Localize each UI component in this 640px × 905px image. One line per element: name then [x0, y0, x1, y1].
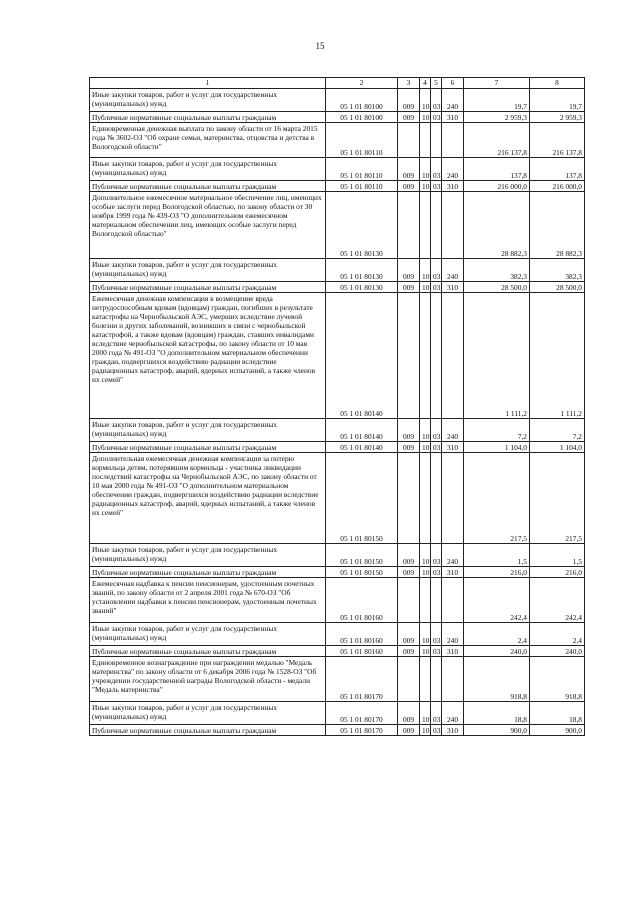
code-cell: 05 1 01 80130	[326, 192, 398, 259]
grbs-cell	[398, 578, 420, 623]
name-cell: Публичные нормативные социальные выплаты гражданам	[90, 725, 326, 736]
section-cell: 10	[420, 181, 431, 192]
table-row	[90, 725, 585, 736]
name-cell: Публичные нормативные социальные выплаты гражданам	[90, 567, 326, 578]
expense-type-cell: 310	[442, 282, 464, 293]
expense-type-cell	[442, 192, 464, 259]
name-cell: Публичные нормативные социальные выплаты гражданам	[90, 282, 326, 293]
table-row	[90, 442, 585, 453]
expense-type-cell	[442, 293, 464, 419]
code-cell: 05 1 01 80110	[326, 158, 398, 181]
amount-cell: 1 104,0	[530, 442, 585, 453]
subsection-cell	[431, 453, 442, 544]
code-cell: 05 1 01 80170	[326, 657, 398, 702]
amount-cell: 1 111,2	[530, 293, 585, 419]
amount-cell: 900,0	[464, 725, 530, 736]
amount-cell: 2,4	[464, 623, 530, 646]
subsection-cell: 03	[431, 646, 442, 657]
section-cell: 10	[420, 442, 431, 453]
table-row	[90, 646, 585, 657]
amount-cell: 216 137,8	[464, 123, 530, 158]
subsection-cell: 03	[431, 89, 442, 112]
amount-cell: 28 500,0	[464, 282, 530, 293]
grbs-cell: 009	[398, 567, 420, 578]
amount-cell: 216 000,0	[530, 181, 585, 192]
section-cell	[420, 578, 431, 623]
amount-cell: 1 111,2	[464, 293, 530, 419]
code-cell: 05 1 01 80150	[326, 544, 398, 567]
expense-type-cell: 310	[442, 567, 464, 578]
grbs-cell: 009	[398, 702, 420, 725]
grbs-cell	[398, 453, 420, 544]
subsection-cell: 03	[431, 112, 442, 123]
expense-type-cell: 310	[442, 646, 464, 657]
amount-cell: 7,2	[464, 419, 530, 442]
header-cell: 5	[431, 78, 442, 89]
grbs-cell	[398, 123, 420, 158]
name-cell: Иные закупки товаров, работ и услуг для государственных (муниципальных) нужд	[90, 544, 326, 567]
name-cell: Ежемесячная денежная компенсация в возмещение вреда нетрудоспособным вдовам (вдовцам) граждан, погибших в результате катастрофы на Чернобыльской АЭС, умерших вследствие лучевой болезни и других заболеваний, возникших в связи с чернобыльской катастрофой, а также вдовам (вдовцам) граждан, ставших инвалидами вследствие чернобыльской катастрофы, по закону области от 10 мая 2000 года № 491-ОЗ "О дополнительном материальном обеспечении граждан, подвергшихся воздействию радиации вследствие радиационных катастроф, аварий, ядерных испытаний, а также членов их семей"	[90, 293, 326, 419]
table-row	[90, 702, 585, 725]
grbs-cell: 009	[398, 282, 420, 293]
section-cell	[420, 453, 431, 544]
table-row	[90, 567, 585, 578]
amount-cell: 28 500,0	[530, 282, 585, 293]
amount-cell: 240,0	[530, 646, 585, 657]
amount-cell: 1 104,0	[464, 442, 530, 453]
section-cell	[420, 657, 431, 702]
subsection-cell: 03	[431, 702, 442, 725]
table-row	[90, 181, 585, 192]
header-cell: 3	[398, 78, 420, 89]
expense-type-cell: 240	[442, 623, 464, 646]
subsection-cell	[431, 123, 442, 158]
grbs-cell: 009	[398, 89, 420, 112]
code-cell: 05 1 01 80160	[326, 646, 398, 657]
expense-type-cell	[442, 657, 464, 702]
amount-cell: 216 000,0	[464, 181, 530, 192]
code-cell: 05 1 01 80140	[326, 293, 398, 419]
name-cell: Дополнительная ежемесячная денежная компенсация за потерю кормильца детям, потерявшим кормильца - участника ликвидации последствий катастрофы на Чернобыльской АЭС, по закону области от 10 мая 2000 года № 491-ОЗ "О дополнительном материальном обеспечении граждан, подвергшихся воздействию радиации вследствие радиационных катастроф, аварий, ядерных испытаний, а также членов их семей"	[90, 453, 326, 544]
code-cell: 05 1 01 80110	[326, 181, 398, 192]
name-cell: Иные закупки товаров, работ и услуг для государственных (муниципальных) нужд	[90, 702, 326, 725]
header-cell: 6	[442, 78, 464, 89]
expense-type-cell: 240	[442, 702, 464, 725]
amount-cell: 28 882,3	[464, 192, 530, 259]
grbs-cell: 009	[398, 725, 420, 736]
grbs-cell: 009	[398, 623, 420, 646]
amount-cell: 1,5	[530, 544, 585, 567]
table-header-row	[90, 78, 585, 89]
name-cell: Публичные нормативные социальные выплаты гражданам	[90, 646, 326, 657]
amount-cell: 240,0	[464, 646, 530, 657]
table-row	[90, 419, 585, 442]
table-row	[90, 158, 585, 181]
name-cell: Иные закупки товаров, работ и услуг для государственных (муниципальных) нужд	[90, 419, 326, 442]
grbs-cell: 009	[398, 442, 420, 453]
subsection-cell: 03	[431, 158, 442, 181]
table-row	[90, 453, 585, 544]
grbs-cell	[398, 657, 420, 702]
code-cell: 05 1 01 80160	[326, 623, 398, 646]
table-body	[90, 78, 585, 736]
expense-type-cell: 240	[442, 259, 464, 282]
code-cell: 05 1 01 80100	[326, 112, 398, 123]
amount-cell: 137,8	[530, 158, 585, 181]
expense-type-cell: 240	[442, 89, 464, 112]
grbs-cell: 009	[398, 158, 420, 181]
section-cell: 10	[420, 623, 431, 646]
amount-cell: 217,5	[530, 453, 585, 544]
page-number: 15	[315, 41, 325, 51]
name-cell: Единовременное вознаграждение при награждении медалью "Медаль материнства" по закону области от 6 декабря 2006 года № 1528-ОЗ "Об учреждении государственной награды Вологодской области - медали "Медаль материнства"	[90, 657, 326, 702]
grbs-cell	[398, 293, 420, 419]
header-cell: 2	[326, 78, 398, 89]
budget-table	[89, 77, 585, 736]
amount-cell: 382,3	[530, 259, 585, 282]
amount-cell: 918,8	[464, 657, 530, 702]
expense-type-cell: 310	[442, 181, 464, 192]
section-cell	[420, 123, 431, 158]
code-cell: 05 1 01 80130	[326, 282, 398, 293]
amount-cell: 382,3	[464, 259, 530, 282]
grbs-cell: 009	[398, 646, 420, 657]
amount-cell: 18,8	[530, 702, 585, 725]
header-cell: 8	[530, 78, 585, 89]
expense-type-cell: 310	[442, 725, 464, 736]
table-row	[90, 123, 585, 158]
grbs-cell	[398, 192, 420, 259]
section-cell: 10	[420, 567, 431, 578]
table-row	[90, 259, 585, 282]
table-row	[90, 578, 585, 623]
expense-type-cell: 240	[442, 544, 464, 567]
amount-cell: 216,0	[464, 567, 530, 578]
amount-cell: 216,0	[530, 567, 585, 578]
subsection-cell	[431, 657, 442, 702]
name-cell: Единовременная денежная выплата по закону области от 16 марта 2015 года № 3602-ОЗ "Об охране семьи, материнства, отцовства и детства в Вологодской области"	[90, 123, 326, 158]
subsection-cell: 03	[431, 567, 442, 578]
grbs-cell: 009	[398, 544, 420, 567]
table-row	[90, 544, 585, 567]
amount-cell: 216 137,8	[530, 123, 585, 158]
amount-cell: 242,4	[464, 578, 530, 623]
grbs-cell: 009	[398, 112, 420, 123]
code-cell: 05 1 01 80160	[326, 578, 398, 623]
name-cell: Публичные нормативные социальные выплаты гражданам	[90, 112, 326, 123]
amount-cell: 217,5	[464, 453, 530, 544]
code-cell: 05 1 01 80150	[326, 453, 398, 544]
table-row	[90, 112, 585, 123]
grbs-cell: 009	[398, 259, 420, 282]
name-cell: Публичные нормативные социальные выплаты гражданам	[90, 181, 326, 192]
amount-cell: 900,0	[530, 725, 585, 736]
expense-type-cell	[442, 123, 464, 158]
section-cell: 10	[420, 158, 431, 181]
amount-cell: 18,8	[464, 702, 530, 725]
amount-cell: 19,7	[530, 89, 585, 112]
section-cell: 10	[420, 112, 431, 123]
subsection-cell: 03	[431, 181, 442, 192]
amount-cell: 242,4	[530, 578, 585, 623]
expense-type-cell: 310	[442, 442, 464, 453]
code-cell: 05 1 01 80170	[326, 725, 398, 736]
name-cell: Публичные нормативные социальные выплаты гражданам	[90, 442, 326, 453]
section-cell: 10	[420, 89, 431, 112]
amount-cell: 2 959,3	[530, 112, 585, 123]
table-row	[90, 89, 585, 112]
name-cell: Иные закупки товаров, работ и услуг для государственных (муниципальных) нужд	[90, 623, 326, 646]
name-cell: Ежемесячная надбавка к пенсии пенсионерам, удостоенным почетных званий, по закону области от 2 апреля 2001 года № 670-ОЗ "Об установлении надбавки к пенсии пенсионерам, удостоенным почетных званий"	[90, 578, 326, 623]
table-row	[90, 192, 585, 259]
amount-cell: 7,2	[530, 419, 585, 442]
section-cell: 10	[420, 259, 431, 282]
header-cell: 1	[90, 78, 326, 89]
code-cell: 05 1 01 80150	[326, 567, 398, 578]
subsection-cell: 03	[431, 259, 442, 282]
code-cell: 05 1 01 80140	[326, 419, 398, 442]
code-cell: 05 1 01 80130	[326, 259, 398, 282]
section-cell: 10	[420, 646, 431, 657]
name-cell: Иные закупки товаров, работ и услуг для государственных (муниципальных) нужд	[90, 89, 326, 112]
expense-type-cell	[442, 453, 464, 544]
expense-type-cell	[442, 578, 464, 623]
code-cell: 05 1 01 80110	[326, 123, 398, 158]
subsection-cell: 03	[431, 623, 442, 646]
section-cell: 10	[420, 419, 431, 442]
code-cell: 05 1 01 80100	[326, 89, 398, 112]
subsection-cell: 03	[431, 725, 442, 736]
subsection-cell: 03	[431, 544, 442, 567]
amount-cell: 137,8	[464, 158, 530, 181]
expense-type-cell: 240	[442, 158, 464, 181]
expense-type-cell: 310	[442, 112, 464, 123]
name-cell: Иные закупки товаров, работ и услуг для государственных (муниципальных) нужд	[90, 158, 326, 181]
amount-cell: 2 959,3	[464, 112, 530, 123]
section-cell: 10	[420, 702, 431, 725]
header-cell: 7	[464, 78, 530, 89]
table-row	[90, 282, 585, 293]
section-cell	[420, 192, 431, 259]
section-cell	[420, 293, 431, 419]
header-cell: 4	[420, 78, 431, 89]
section-cell: 10	[420, 544, 431, 567]
name-cell: Дополнительное ежемесячное материальное обеспечение лиц, имеющих особые заслуги перед Вологодской областью, по закону области от 30 ноября 1999 года № 439-ОЗ "О дополнительном ежемесячном материальном обеспечении лиц, имеющих особые заслуги перед Вологодской областью"	[90, 192, 326, 259]
subsection-cell	[431, 578, 442, 623]
code-cell: 05 1 01 80140	[326, 442, 398, 453]
amount-cell: 918,8	[530, 657, 585, 702]
section-cell: 10	[420, 282, 431, 293]
table-row	[90, 293, 585, 419]
table-row	[90, 657, 585, 702]
amount-cell: 28 882,3	[530, 192, 585, 259]
code-cell: 05 1 01 80170	[326, 702, 398, 725]
table-row	[90, 623, 585, 646]
amount-cell: 19,7	[464, 89, 530, 112]
subsection-cell	[431, 293, 442, 419]
subsection-cell: 03	[431, 419, 442, 442]
expense-type-cell: 240	[442, 419, 464, 442]
subsection-cell: 03	[431, 282, 442, 293]
section-cell: 10	[420, 725, 431, 736]
subsection-cell	[431, 192, 442, 259]
name-cell: Иные закупки товаров, работ и услуг для государственных (муниципальных) нужд	[90, 259, 326, 282]
grbs-cell: 009	[398, 181, 420, 192]
subsection-cell: 03	[431, 442, 442, 453]
grbs-cell: 009	[398, 419, 420, 442]
amount-cell: 1,5	[464, 544, 530, 567]
amount-cell: 2,4	[530, 623, 585, 646]
